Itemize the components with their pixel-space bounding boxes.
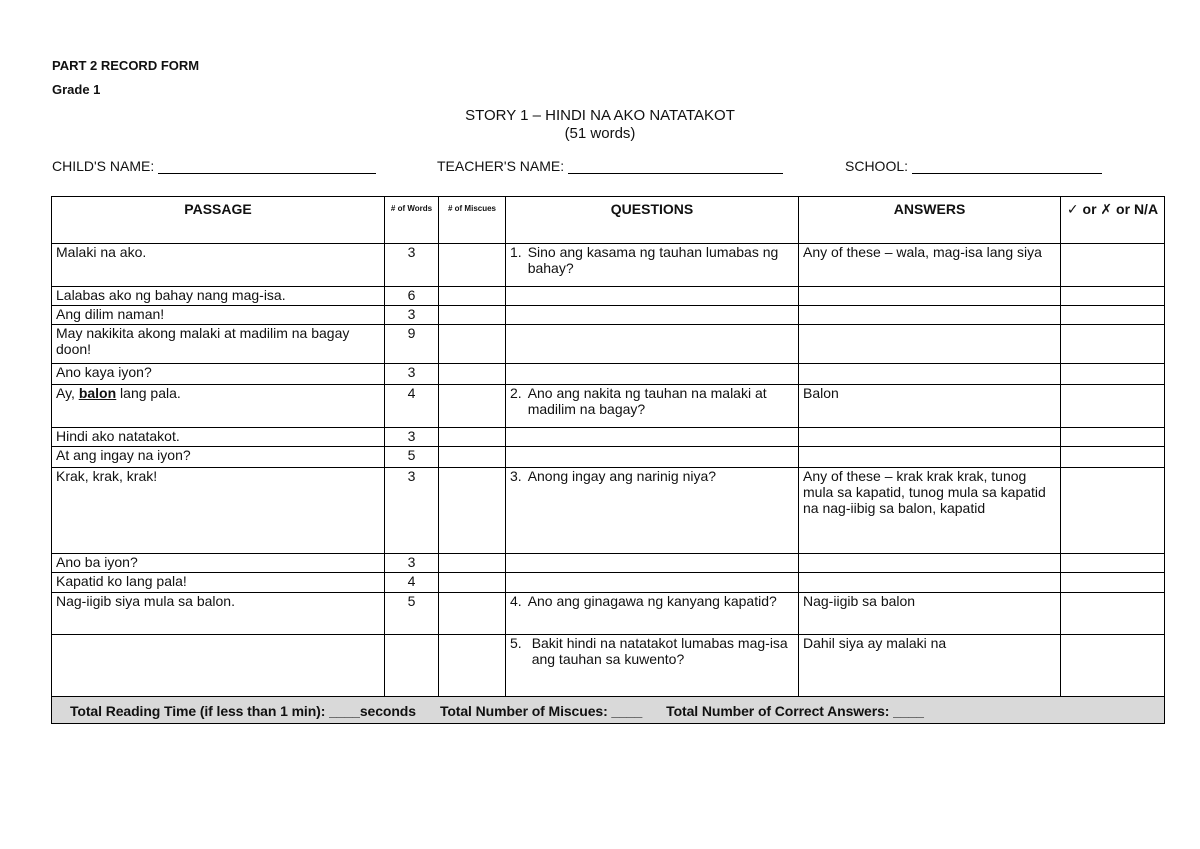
question-number: 4. xyxy=(510,593,522,609)
passage-keyword: balon xyxy=(78,385,117,401)
passage-line: Ano kaya iyon? xyxy=(52,364,385,385)
question-cell xyxy=(506,635,799,697)
word-count: 3 xyxy=(385,468,439,554)
question-cell xyxy=(506,306,799,325)
miscue-cell[interactable] xyxy=(439,385,506,428)
passage-line: Kapatid ko lang pala! xyxy=(52,573,385,593)
word-count: 3 xyxy=(385,428,439,447)
col-check: ✓ or ✗ or N/A xyxy=(1061,197,1165,244)
answer-cell: Any of these – wala, mag-isa lang siya xyxy=(799,244,1061,287)
passage-line: Nag-iigib siya mula sa balon. xyxy=(52,593,385,635)
question-number: 1. xyxy=(510,244,522,260)
word-count: 4 xyxy=(385,385,439,428)
grade-label: Grade 1 xyxy=(52,82,101,97)
answer-cell xyxy=(799,325,1061,364)
school-field[interactable] xyxy=(845,158,1102,174)
table-row xyxy=(52,428,1165,447)
question-cell xyxy=(506,468,799,554)
table-row xyxy=(52,325,1165,364)
miscue-cell[interactable] xyxy=(439,287,506,306)
word-count: 3 xyxy=(385,554,439,573)
check-cell[interactable] xyxy=(1061,385,1165,428)
word-count: 3 xyxy=(385,244,439,287)
passage-line: Malaki na ako. xyxy=(52,244,385,287)
record-form-table xyxy=(51,196,1165,724)
word-count: 4 xyxy=(385,573,439,593)
question-cell xyxy=(506,573,799,593)
check-cell[interactable] xyxy=(1061,468,1165,554)
table-row xyxy=(52,244,1165,287)
table-row xyxy=(52,554,1165,573)
question-cell xyxy=(506,593,799,635)
col-words: # of Words xyxy=(385,197,439,244)
story-title-text: STORY 1 – HINDI NA AKO NATATAKOT xyxy=(465,107,735,124)
passage-text-pre: Ay, xyxy=(56,385,79,401)
miscue-cell[interactable] xyxy=(439,244,506,287)
col-answers: ANSWERS xyxy=(799,197,1061,244)
miscue-cell[interactable] xyxy=(439,364,506,385)
answer-cell xyxy=(799,306,1061,325)
word-count xyxy=(385,635,439,697)
form-part-label: PART 2 RECORD FORM xyxy=(52,58,200,73)
answer-cell: Any of these – krak krak krak, tunog mula sa kapatid, tunog mula sa kapatid na nag-iibig sa balon, kapatid xyxy=(799,468,1061,554)
passage-line: May nakikita akong malaki at madilim na bagay doon! xyxy=(52,325,385,364)
question-cell xyxy=(506,244,799,287)
col-questions: QUESTIONS xyxy=(506,197,799,244)
check-cell[interactable] xyxy=(1061,428,1165,447)
miscue-cell[interactable] xyxy=(439,447,506,468)
question-cell xyxy=(506,385,799,428)
story-title xyxy=(0,107,1200,143)
child-name-blank[interactable] xyxy=(158,159,376,174)
table-row xyxy=(52,468,1165,554)
answer-cell: Balon xyxy=(799,385,1061,428)
miscue-cell[interactable] xyxy=(439,325,506,364)
answer-cell xyxy=(799,573,1061,593)
school-label: SCHOOL: xyxy=(845,158,909,174)
check-cell[interactable] xyxy=(1061,554,1165,573)
passage-line: Lalabas ako ng bahay nang mag-isa. xyxy=(52,287,385,306)
check-cell[interactable] xyxy=(1061,364,1165,385)
question-number: 3. xyxy=(510,468,522,484)
passage-line: Hindi ako natatakot. xyxy=(52,428,385,447)
answer-cell xyxy=(799,554,1061,573)
passage-line: At ang ingay na iyon? xyxy=(52,447,385,468)
table-row xyxy=(52,385,1165,428)
story-word-count: (51 words) xyxy=(564,125,636,142)
school-blank[interactable] xyxy=(912,159,1102,174)
question-cell xyxy=(506,364,799,385)
word-count: 6 xyxy=(385,287,439,306)
child-name-field[interactable] xyxy=(52,158,376,174)
question-cell xyxy=(506,447,799,468)
passage-line xyxy=(52,385,385,428)
table-header-row xyxy=(52,197,1165,244)
total-reading-time: Total Reading Time (if less than 1 min): ____seconds xyxy=(70,703,416,719)
word-count: 3 xyxy=(385,364,439,385)
teacher-name-blank[interactable] xyxy=(568,159,783,174)
table-row xyxy=(52,287,1165,306)
miscue-cell[interactable] xyxy=(439,468,506,554)
table-row xyxy=(52,447,1165,468)
question-text: Anong ingay ang narinig niya? xyxy=(527,468,717,484)
col-passage: PASSAGE xyxy=(52,197,385,244)
passage-line: Ang dilim naman! xyxy=(52,306,385,325)
col-miscues: # of Miscues xyxy=(439,197,506,244)
table-row xyxy=(52,593,1165,635)
check-cell[interactable] xyxy=(1061,593,1165,635)
total-miscues: Total Number of Miscues: ____ xyxy=(439,703,643,719)
miscue-cell[interactable] xyxy=(439,593,506,635)
answer-cell: Nag-iigib sa balon xyxy=(799,593,1061,635)
word-count: 3 xyxy=(385,306,439,325)
child-name-label: CHILD'S NAME: xyxy=(52,158,155,174)
totals-row xyxy=(52,697,1165,724)
question-text: Sino ang kasama ng tauhan lumabas ng bahay? xyxy=(527,244,779,276)
miscue-cell[interactable] xyxy=(439,635,506,697)
passage-line: Krak, krak, krak! xyxy=(52,468,385,554)
word-count: 5 xyxy=(385,593,439,635)
passage-line: Ano ba iyon? xyxy=(52,554,385,573)
question-cell xyxy=(506,554,799,573)
total-correct-answers: Total Number of Correct Answers: ____ xyxy=(666,703,924,719)
miscue-cell[interactable] xyxy=(439,428,506,447)
miscue-cell[interactable] xyxy=(439,306,506,325)
answer-cell xyxy=(799,447,1061,468)
question-text: Ano ang nakita ng tauhan na malaki at madilim na bagay? xyxy=(527,385,767,417)
answer-cell xyxy=(799,287,1061,306)
question-text: Ano ang ginagawa ng kanyang kapatid? xyxy=(527,593,777,609)
check-cell[interactable] xyxy=(1061,325,1165,364)
check-cell[interactable] xyxy=(1061,287,1165,306)
check-cell[interactable] xyxy=(1061,306,1165,325)
miscue-cell[interactable] xyxy=(439,554,506,573)
word-count: 9 xyxy=(385,325,439,364)
table-row xyxy=(52,635,1165,697)
miscue-cell[interactable] xyxy=(439,573,506,593)
question-text: Bakit hindi na natatakot lumabas mag-isa ang tauhan sa kuwento? xyxy=(531,635,788,667)
check-cell[interactable] xyxy=(1061,573,1165,593)
passage-line xyxy=(52,635,385,697)
table-row xyxy=(52,573,1165,593)
question-cell xyxy=(506,428,799,447)
check-cell[interactable] xyxy=(1061,635,1165,697)
passage-text-post: lang pala. xyxy=(116,385,181,401)
word-count: 5 xyxy=(385,447,439,468)
check-cell[interactable] xyxy=(1061,447,1165,468)
table-row xyxy=(52,306,1165,325)
question-cell xyxy=(506,325,799,364)
check-cell[interactable] xyxy=(1061,244,1165,287)
question-number: 2. xyxy=(510,385,522,401)
answer-cell: Dahil siya ay malaki na xyxy=(799,635,1061,697)
question-number: 5. xyxy=(510,635,522,651)
totals-cell xyxy=(52,697,1165,724)
question-cell xyxy=(506,287,799,306)
teacher-name-field[interactable] xyxy=(437,158,783,174)
teacher-name-label: TEACHER'S NAME: xyxy=(437,158,565,174)
answer-cell xyxy=(799,364,1061,385)
table-row xyxy=(52,364,1165,385)
answer-cell xyxy=(799,428,1061,447)
